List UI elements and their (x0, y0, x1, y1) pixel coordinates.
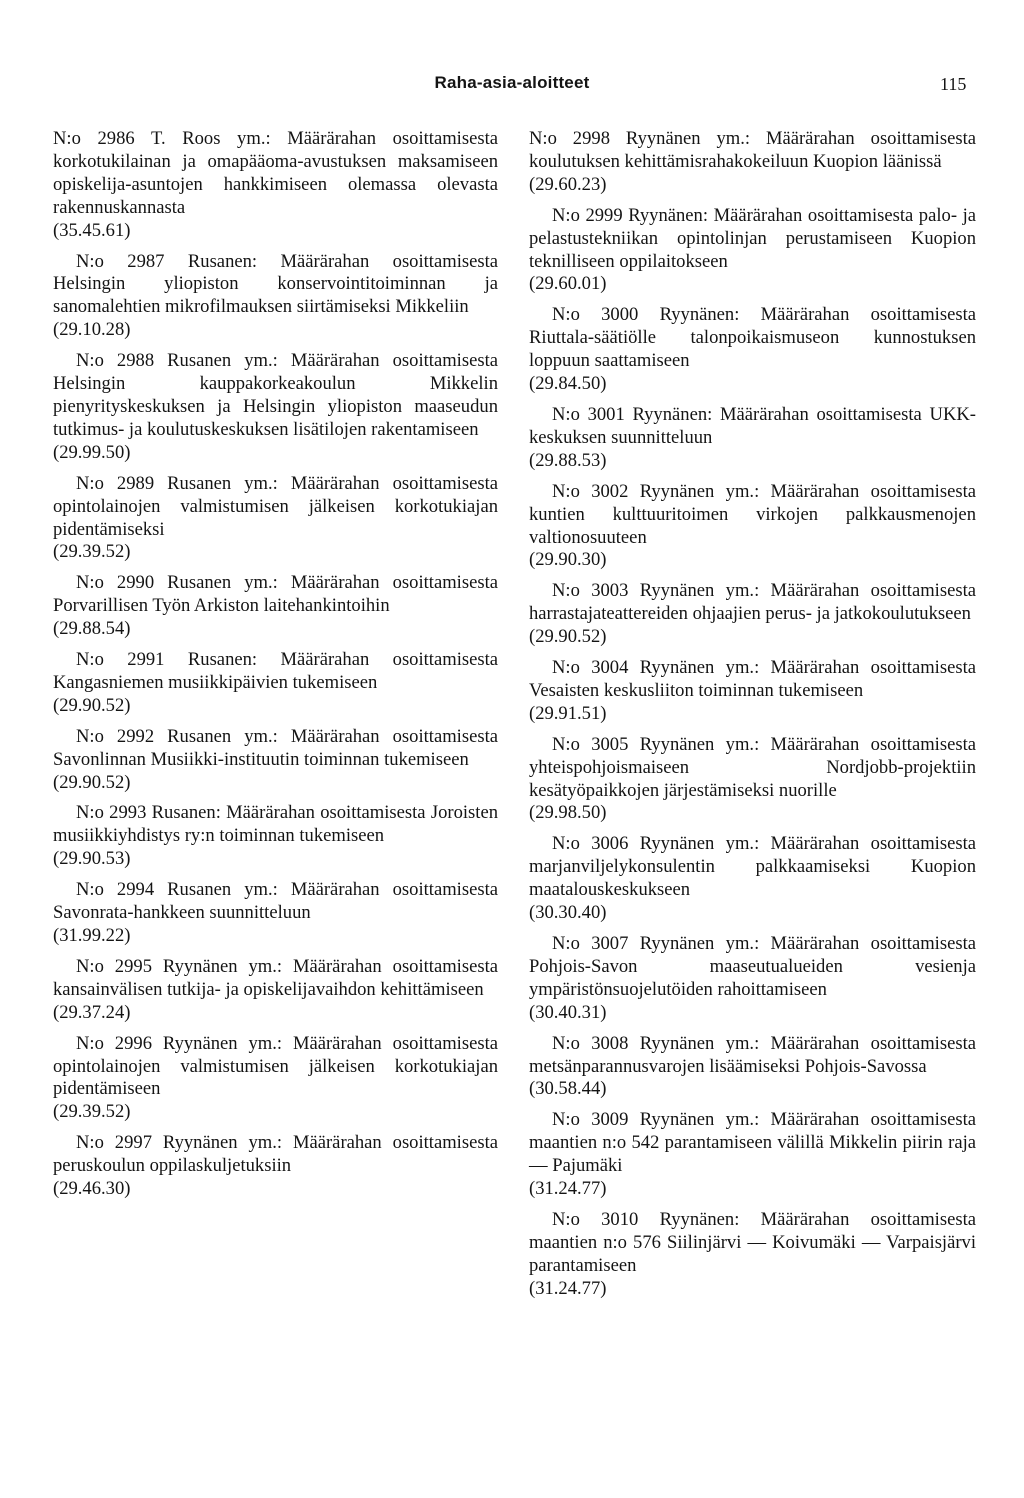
list-item (53, 726, 498, 795)
list-item (529, 205, 976, 297)
entry-reference: (30.58.44) (529, 1078, 607, 1100)
entry-reference: (29.39.52) (53, 541, 131, 563)
entry-reference: (29.60.23) (529, 173, 607, 195)
entry-text: N:o 3005 Ryynänen ym.: Määrärahan osoittamisesta yhteispohjoismaiseen Nordjobb-projektiin kesätyöpaikkojen järjestämiseksi nuorille (529, 733, 976, 801)
list-item (529, 128, 976, 197)
entry-text: N:o 2998 Ryynänen ym.: Määrärahan osoittamisesta koulutuksen kehittämisrahakokeiluun Kuopion läänissä (529, 128, 976, 172)
entry-reference: (29.84.50) (529, 373, 607, 395)
entry-reference: (35.45.61) (53, 219, 131, 241)
list-item (529, 1033, 976, 1102)
entry-text: N:o 3010 Ryynänen: Määrärahan osoittamisesta maantien n:o 576 Siilinjärvi — Koivumäki — Varpaisjärvi parantamiseen (529, 1208, 976, 1276)
list-item (529, 734, 976, 826)
entry-reference: (31.24.77) (529, 1178, 607, 1200)
list-item (53, 350, 498, 465)
entry-reference: (29.99.50) (53, 441, 131, 463)
entry-text: N:o 2994 Rusanen ym.: Määrärahan osoittamisesta Savonrata-hankkeen suunnitteluun (53, 879, 498, 924)
list-item (529, 404, 976, 473)
entry-text: N:o 3008 Ryynänen ym.: Määrärahan osoittamisesta metsänparannusvarojen lisäämiseksi Pohjois-Savossa (529, 1032, 976, 1077)
entry-reference: (29.60.01) (529, 273, 607, 295)
entry-text: N:o 2986 T. Roos ym.: Määrärahan osoittamisesta korkotukilainan ja omapääoma-avustuksen maksamiseen opiskelija-asuntojen hankkimiseen olemassa olevasta rakennuskannasta (53, 128, 498, 218)
entry-text: N:o 2992 Rusanen ym.: Määrärahan osoittamisesta Savonlinnan Musiikki-instituutin toiminnan tukemiseen (53, 725, 498, 770)
list-item (53, 251, 498, 343)
list-item (53, 879, 498, 948)
list-item (53, 572, 498, 641)
entry-text: N:o 2996 Ryynänen ym.: Määrärahan osoittamisesta opintolainojen valmistumisen jälkeisen korkotukiajan pidentämiseen (53, 1032, 498, 1100)
entry-reference: (29.90.53) (53, 848, 131, 870)
entry-text: N:o 2993 Rusanen: Määrärahan osoittamisesta Joroisten musiikkiyhdistys ry:n toiminnan tukemiseen (53, 802, 498, 847)
entry-text: N:o 2991 Rusanen: Määrärahan osoittamisesta Kangasniemen musiikkipäivien tukemiseen (53, 649, 498, 693)
entry-reference: (30.40.31) (529, 1001, 607, 1023)
entry-text: N:o 2988 Rusanen ym.: Määrärahan osoittamisesta Helsingin kauppakorkeakoulun Mikkelin pienyrityskeskuksen ja Helsingin yliopiston maaseudun tutkimus- ja koulutuskeskuksen lisätilojen rakentamiseen (53, 350, 498, 440)
entry-text: N:o 3007 Ryynänen ym.: Määrärahan osoittamisesta Pohjois-Savon maaseutualueiden vesienja ympäristönsuojelutöiden rahoittamiseen (529, 933, 976, 1000)
list-item (53, 128, 498, 243)
entry-text: N:o 2990 Rusanen ym.: Määrärahan osoittamisesta Porvarillisen Työn Arkiston laitehankintoihin (53, 572, 498, 617)
list-item (53, 473, 498, 565)
list-item (529, 657, 976, 726)
entry-text: N:o 3000 Ryynänen: Määrärahan osoittamisesta Riuttala-säätiölle talonpoikaismuseon kunnostuksen loppuun saattamiseen (529, 304, 976, 372)
list-item (529, 481, 976, 573)
entry-reference: (29.90.52) (53, 771, 131, 793)
list-item (529, 833, 976, 925)
entry-reference: (31.24.77) (529, 1277, 607, 1299)
entry-reference: (29.37.24) (53, 1001, 131, 1023)
entry-reference: (31.99.22) (53, 925, 131, 946)
entry-text: N:o 2995 Ryynänen ym.: Määrärahan osoittamisesta kansainvälisen tutkija- ja opiskelijavaihdon kehittämiseen (53, 955, 498, 1000)
list-item (529, 933, 976, 1025)
entry-reference: (29.88.54) (53, 618, 131, 640)
list-item (529, 1209, 976, 1301)
entry-reference: (29.46.30) (53, 1178, 131, 1200)
entry-text: N:o 3009 Ryynänen ym.: Määrärahan osoittamisesta maantien n:o 542 parantamiseen välillä Mikkelin piirin raja — Pajumäki (529, 1109, 976, 1177)
list-item (529, 580, 976, 649)
list-item (53, 802, 498, 871)
entry-text: N:o 2997 Ryynänen ym.: Määrärahan osoittamisesta peruskoulun oppilaskuljetuksiin (53, 1132, 498, 1177)
running-header-title: Raha-asia-aloitteet (434, 73, 590, 92)
right-column (529, 128, 976, 1309)
list-item (53, 1033, 498, 1125)
entry-reference: (29.10.28) (53, 319, 131, 341)
list-item (53, 956, 498, 1025)
list-item (53, 1132, 498, 1201)
list-item (529, 304, 976, 396)
page-number: 115 (940, 74, 967, 94)
entry-reference: (29.91.51) (529, 702, 607, 724)
entry-text: N:o 3002 Ryynänen ym.: Määrärahan osoittamisesta kuntien kulttuuritoimen virkojen palkkausmenojen valtionosuuteen (529, 480, 976, 548)
entry-reference: (29.90.30) (529, 549, 607, 571)
list-item (529, 1109, 976, 1201)
entry-text: N:o 3003 Ryynänen ym.: Määrärahan osoittamisesta harrastajateattereiden ohjaajien perus- ja jatkokoulutukseen (529, 580, 976, 625)
entry-text: N:o 2989 Rusanen ym.: Määrärahan osoittamisesta opintolainojen valmistumisen jälkeisen korkotukiajan pidentämiseksi (53, 472, 498, 540)
left-column (53, 128, 498, 1209)
entry-text: N:o 3001 Ryynänen: Määrärahan osoittamisesta UKK-keskuksen suunnitteluun (529, 403, 976, 448)
entry-text: N:o 3004 Ryynänen ym.: Määrärahan osoittamisesta Vesaisten keskusliiton toiminnan tukemiseen (529, 657, 976, 701)
entry-reference: (29.98.50) (529, 802, 607, 824)
entry-reference: (29.90.52) (53, 694, 131, 716)
entry-reference: (29.39.52) (53, 1101, 131, 1123)
entry-reference: (29.88.53) (529, 449, 607, 471)
entry-reference: (29.90.52) (529, 626, 607, 648)
entry-text: N:o 3006 Ryynänen ym.: Määrärahan osoittamisesta marjanviljelykonsulentin palkkaamiseksi Kuopion maatalouskeskukseen (529, 833, 976, 901)
entry-text: N:o 2987 Rusanen: Määrärahan osoittamisesta Helsingin yliopiston konservointitoiminnan ja sanomalehtien mikrofilmauksen siirtämiseksi Mikkeliin (53, 250, 498, 318)
entry-text: N:o 2999 Ryynänen: Määrärahan osoittamisesta palo- ja pelastustekniikan opintolinjan perustamiseen Kuopion teknilliseen oppilaitokseen (529, 204, 976, 272)
entry-reference: (30.30.40) (529, 902, 607, 924)
list-item (53, 649, 498, 718)
